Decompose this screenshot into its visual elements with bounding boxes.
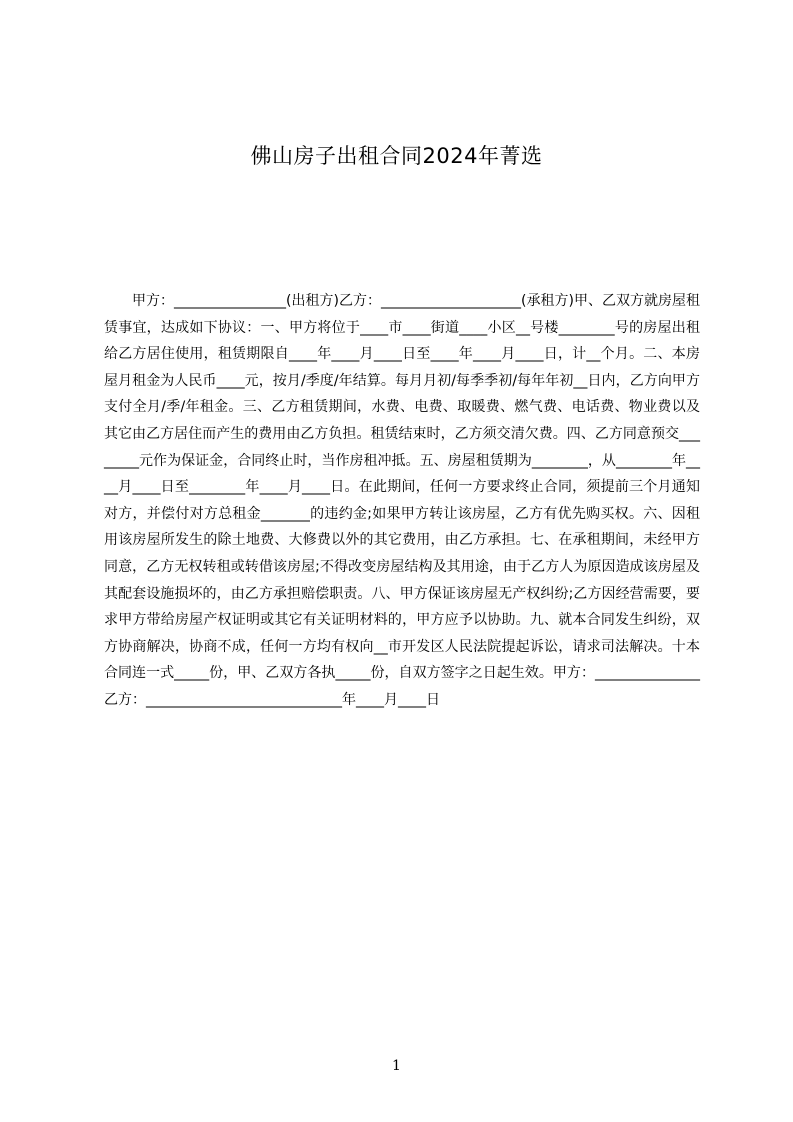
contract-body: 甲方：________________(出租方)乙方：____________________(承租方)甲、乙双方就房屋租赁事宜，达成如下协议：一、甲方将位于____市____街道____小区__号楼________号的房屋出租给乙方居住使用，租赁期限自____年____月____日至____年____月____日，计__个月。二、本房屋月租金为人民币____元，按月/季度/年结算。每月月初/每季季初/每年年初__日内，乙方向甲方支付全月/季/年租金。三、乙方租赁期间，水费、电费、取暖费、燃气费、电话费、物业费以及其它由乙方居住而产生的费用由乙方负担。租赁结束时，乙方须交清欠费。四、乙方同意预交________元作为保证金，合同终止时，当作房租冲抵。五、房屋租赁期为________，从________年____月____日至________年____月____日。在此期间，任何一方要求终止合同，须提前三个月通知对方，并偿付对方总租金_______的违约金;如果甲方转让该房屋，乙方有优先购买权。六、因租用该房屋所发生的除土地费、大修费以外的其它费用，由乙方承担。七、在承租期间，未经甲方同意，乙方无权转租或转借该房屋;不得改变房屋结构及其用途，由于乙方人为原因造成该房屋及其配套设施损坏的，由乙方承担赔偿职责。八、甲方保证该房屋无产权纠纷;乙方因经营需要，要求甲方带给房屋产权证明或其它有关证明材料的，甲方应予以协助。九、就本合同发生纠纷，双方协商解决，协商不成，任何一方均有权向__市开发区人民法院提起诉讼，请求司法解决。十本合同连一式_____份，甲、乙双方各执_____份，自双方签字之日起生效。甲方：_______________乙方：____________________________年____月____日 — [104, 293, 700, 708]
page-number: 1 — [392, 1058, 401, 1074]
document-title: 佛山房子出租合同2024年菁选 — [250, 144, 543, 168]
